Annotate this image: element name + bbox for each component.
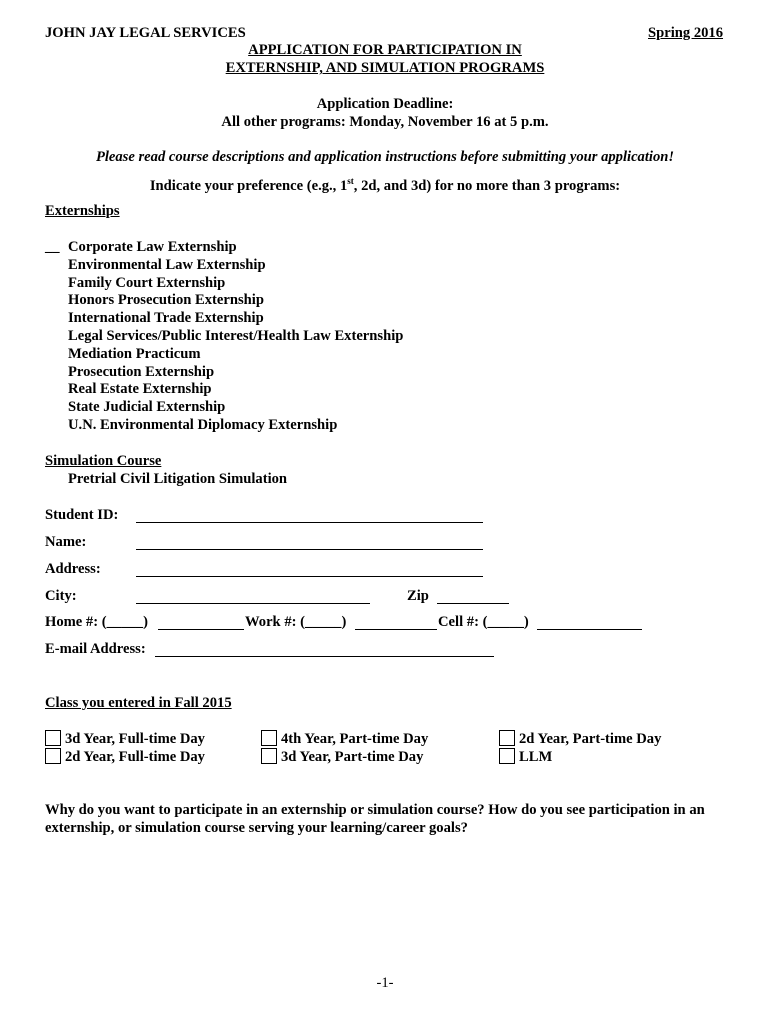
program-state-judicial: State Judicial Externship [68, 399, 226, 415]
class-option-2d-pt-day[interactable]: 2d Year, Part-time Day [499, 730, 661, 748]
checkbox[interactable] [45, 730, 61, 746]
checkbox[interactable] [45, 748, 61, 764]
program-environmental-law: Environmental Law Externship [68, 257, 266, 273]
home-phone-field[interactable] [158, 617, 244, 630]
cell-phone-field[interactable] [537, 617, 642, 630]
program-family-court: Family Court Externship [68, 275, 226, 291]
work-phone-label: Work #: (_____) [245, 614, 347, 630]
class-option-llm[interactable]: LLM [499, 748, 552, 766]
program-un-environmental: U.N. Environmental Diplomacy Externship [68, 417, 338, 433]
externships-heading: Externships [45, 203, 120, 219]
city-label: City: [45, 588, 77, 604]
cell-phone-label: Cell #: (_____) [438, 614, 529, 630]
email-label: E-mail Address: [45, 641, 146, 657]
question-line-2: externship, or simulation course serving your learning/career goals? [45, 820, 468, 836]
checkbox[interactable] [261, 730, 277, 746]
program-prosecution: Prosecution Externship [68, 364, 215, 380]
name-field[interactable] [136, 537, 483, 550]
checkbox[interactable] [499, 748, 515, 764]
class-heading: Class you entered in Fall 2015 [45, 695, 232, 711]
program-real-estate: Real Estate Externship [68, 381, 212, 397]
student-id-label: Student ID: [45, 507, 119, 523]
preference-blank[interactable]: __ [45, 239, 60, 255]
work-phone-field[interactable] [355, 617, 437, 630]
address-field[interactable] [136, 564, 483, 577]
class-option-4th-pt-day[interactable]: 4th Year, Part-time Day [261, 730, 428, 748]
checkbox[interactable] [261, 748, 277, 764]
program-pretrial-simulation: Pretrial Civil Litigation Simulation [68, 471, 288, 487]
class-option-3d-pt-day[interactable]: 3d Year, Part-time Day [261, 748, 423, 766]
term-label: Spring 2016 [648, 25, 724, 41]
address-label: Address: [45, 561, 101, 577]
program-mediation: Mediation Practicum [68, 346, 201, 362]
title-line-1: APPLICATION FOR PARTICIPATION IN [248, 42, 522, 58]
preference-instruction: Indicate your preference (e.g., 1st, 2d, and 3d) for no more than 3 programs: [149, 176, 621, 194]
program-corporate-law: Corporate Law Externship [68, 239, 237, 255]
name-label: Name: [45, 534, 87, 550]
home-phone-label: Home #: (_____) [45, 614, 148, 630]
deadline-text: All other programs: Monday, November 16 at 5 p.m. [221, 114, 549, 130]
zip-label: Zip [407, 588, 429, 604]
program-honors-prosecution: Honors Prosecution Externship [68, 292, 264, 308]
email-field[interactable] [155, 644, 494, 657]
class-option-3d-ft-day[interactable]: 3d Year, Full-time Day [45, 730, 205, 748]
page-number: -1- [376, 975, 394, 991]
class-option-2d-ft-day[interactable]: 2d Year, Full-time Day [45, 748, 205, 766]
simulation-heading: Simulation Course [45, 453, 162, 469]
program-international-trade: International Trade Externship [68, 310, 264, 326]
org-name: JOHN JAY LEGAL SERVICES [45, 25, 246, 41]
zip-field[interactable] [437, 591, 509, 604]
student-id-field[interactable] [136, 510, 483, 523]
city-field[interactable] [136, 591, 370, 604]
checkbox[interactable] [499, 730, 515, 746]
deadline-label: Application Deadline: [316, 96, 454, 112]
question-line-1: Why do you want to participate in an externship or simulation course? How do you see participation in an [45, 802, 705, 818]
program-legal-services: Legal Services/Public Interest/Health Law Externship [68, 328, 404, 344]
title-line-2: EXTERNSHIP, AND SIMULATION PROGRAMS [225, 60, 545, 76]
instructions: Please read course descriptions and application instructions before submitting your application! [95, 149, 675, 165]
